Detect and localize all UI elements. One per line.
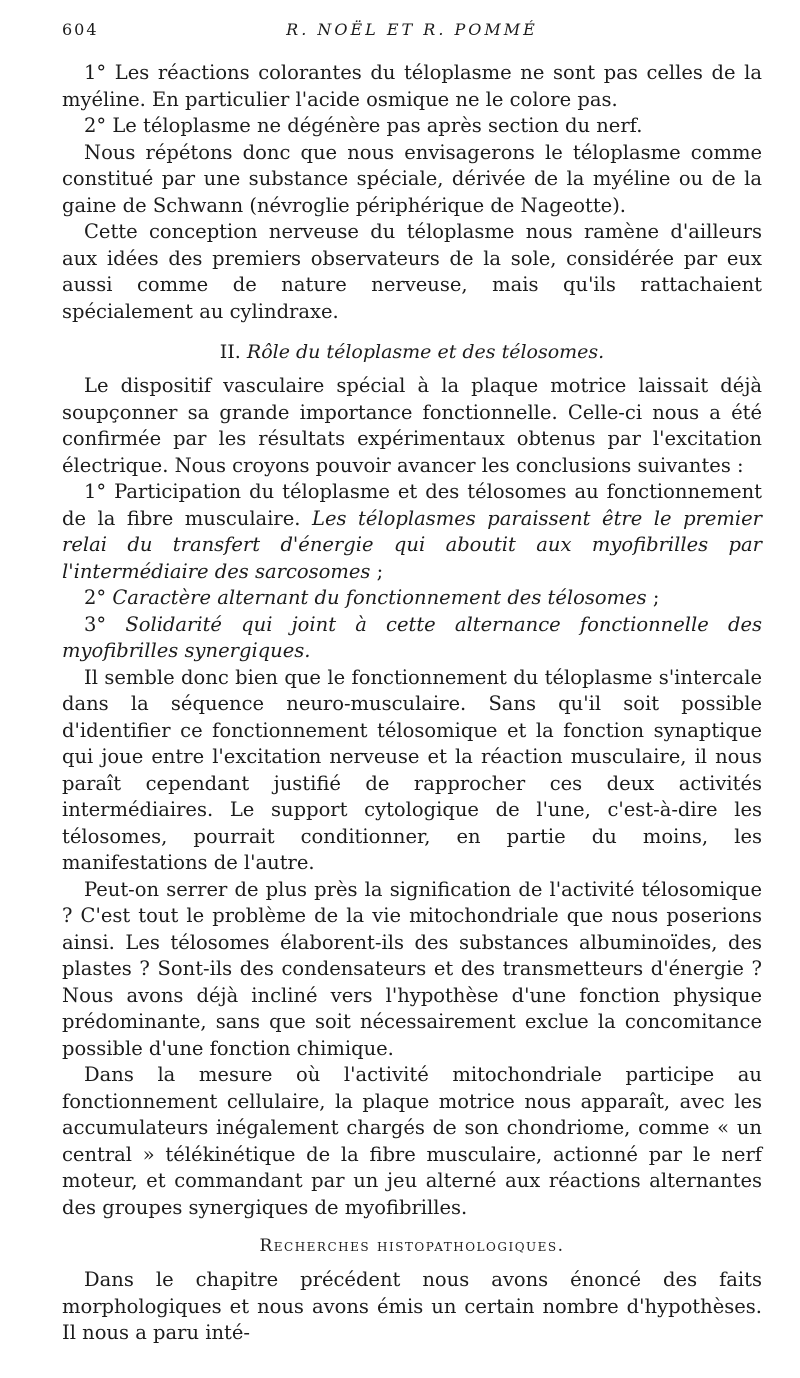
- conclusion-lead: 1° Participation du téloplasme et des télosomes au fonctionnement de la fibre musculaire.: [62, 480, 762, 530]
- paragraph: Dans le chapitre précédent nous avons énoncé des faits morphologiques et nous avons émis un certain nombre d'hypothèses. Il nous a paru inté-: [62, 1268, 762, 1344]
- page: [62, 20, 762, 1347]
- conclusion-tail: ;: [370, 559, 384, 583]
- paragraph: 1° Les réactions colorantes du téloplasme ne sont pas celles de la myéline. En particulier l'acide osmique ne le colore pas.: [62, 61, 762, 111]
- page-number: 604: [62, 20, 99, 39]
- paragraph: Nous répétons donc que nous envisagerons le téloplasme comme constitué par une substance spéciale, dérivée de la myéline ou de la gaine de Schwann (névroglie périphérique de Nageotte).: [62, 140, 762, 217]
- conclusion-item: [62, 479, 762, 585]
- conclusion-lead: 2°: [84, 586, 113, 609]
- conclusion-item: [62, 585, 762, 612]
- conclusion-item: [62, 612, 762, 665]
- running-head-authors: R. NOËL ET R. POMMÉ: [286, 20, 538, 39]
- paragraph: Le dispositif vasculaire spécial à la plaque motrice laissait déjà soupçonner sa grande importance fonctionnelle. Celle-ci nous a été confirmée par les résultats expérimentaux obtenus par l'excitation électrique. Nous croyons pouvoir avancer les conclusions suivantes :: [62, 374, 762, 477]
- paragraph: Cette conception nerveuse du téloplasme nous ramène d'ailleurs aux idées des premiers observateurs de la sole, considérée par eux aussi comme de nature nerveuse, mais qu'ils rattachaient spécialement au cylindraxe.: [62, 220, 762, 323]
- section-heading: [62, 339, 762, 365]
- body-text: [62, 60, 762, 1347]
- conclusion-italic: Solidarité qui joint à cette alternance fonctionnelle des myofibrilles synergiques.: [62, 612, 763, 662]
- paragraph: Il semble donc bien que le fonctionnement du téloplasme s'intercale dans la séquence neuro-musculaire. Sans qu'il soit possible d'identifier ce fonctionnement télosomique et la fonction synaptique qui joue entre l'excitation nerveuse et la réaction musculaire, il nous paraît cependant justifié de rapprocher ces deux activités intermédiaires. Le support cytologique de l'une, c'est-à-dire les télosomes, pourrait conditionner, en partie du moins, les manifestations de l'autre.: [62, 665, 762, 874]
- conclusion-italic: Caractère alternant du fonctionnement des télosomes: [112, 586, 647, 609]
- conclusion-tail: ;: [646, 586, 660, 609]
- conclusion-lead: 3°: [84, 612, 126, 636]
- running-head: [62, 20, 762, 60]
- paragraph: Dans la mesure où l'activité mitochondriale participe au fonctionnement cellulaire, la plaque motrice nous apparaît, avec les accumulateurs inégalement chargés de son chondriome, comme « un central » télékinétique de la fibre musculaire, actionné par le nerf moteur, et commandant par un jeu alterné aux réactions alternantes des groupes synergiques de myofibrilles.: [62, 1063, 762, 1219]
- section-number: II.: [219, 341, 241, 363]
- conclusion-italic: Les téloplasmes paraissent être le premier relai du transfert d'énergie qui aboutit aux myofibrilles par l'intermédiaire des sarcosomes: [62, 506, 763, 583]
- research-heading: Recherches histopathologiques.: [259, 1236, 565, 1256]
- paragraph: 2° Le téloplasme ne dégénère pas après section du nerf.: [84, 114, 643, 137]
- paragraph: Peut-on serrer de plus près la signification de l'activité télosomique ? C'est tout le problème de la vie mitochondriale que nous poserions ainsi. Les télosomes élaborent-ils des substances albuminoïdes, des plastes ? Sont-ils des condensateurs et des transmetteurs d'énergie ? Nous avons déjà incliné vers l'hypothèse d'une fonction physique prédominante, sans que soit nécessairement exclue la concomitance possible d'une fonction chimique.: [62, 877, 762, 1060]
- section-title: Rôle du téloplasme et des télosomes.: [246, 341, 605, 363]
